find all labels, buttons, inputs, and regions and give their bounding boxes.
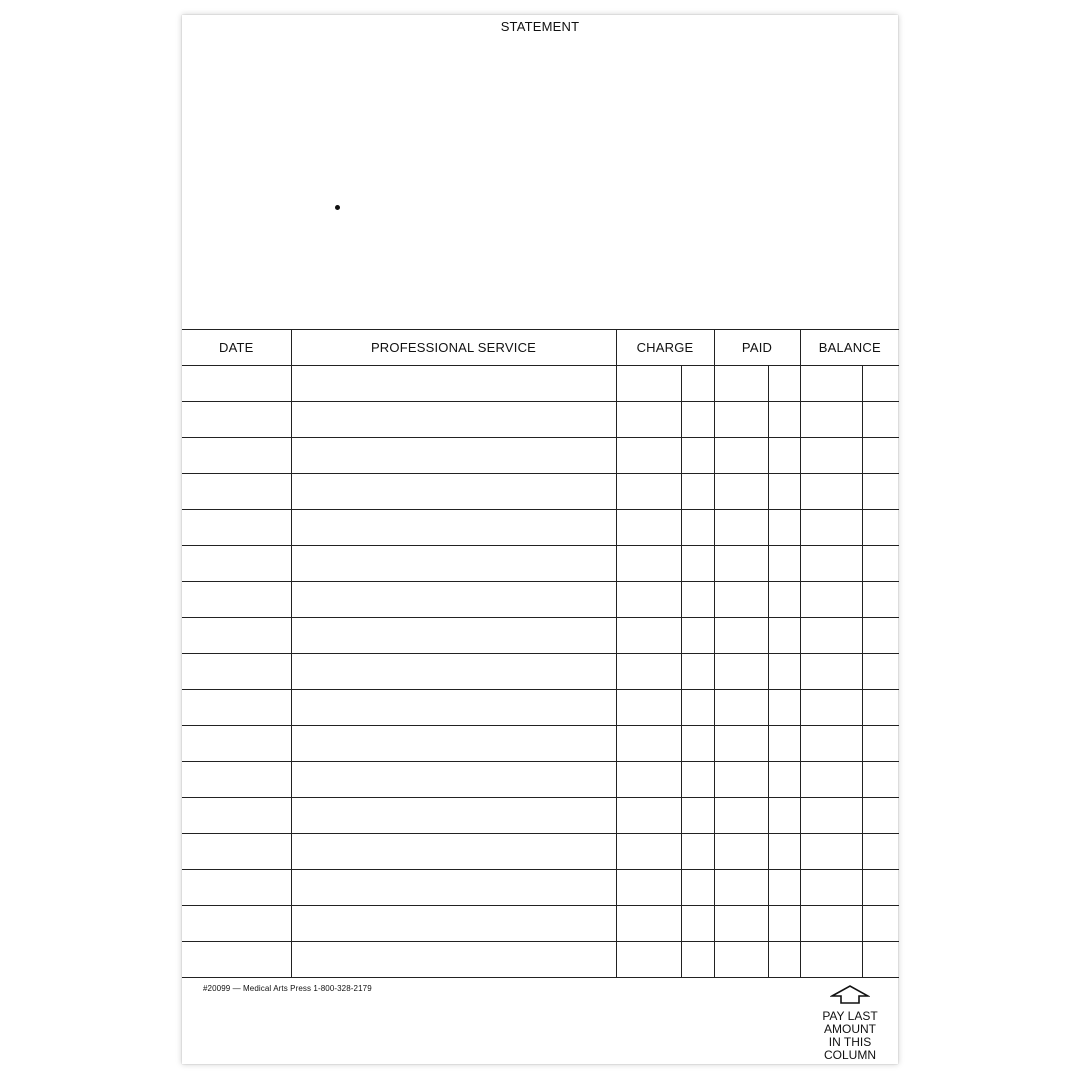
ledger-row <box>182 402 899 438</box>
date-cell <box>182 510 291 546</box>
balance-cents-cell <box>862 942 899 978</box>
balance-dollars-cell <box>800 870 862 906</box>
charge-cents-cell <box>681 510 714 546</box>
pay-note-line: PAY LAST <box>822 1009 878 1023</box>
balance-cents-cell <box>862 438 899 474</box>
date-cell <box>182 402 291 438</box>
service-cell <box>291 474 616 510</box>
balance-cents-cell <box>862 726 899 762</box>
charge-dollars-cell <box>616 546 681 582</box>
date-cell <box>182 618 291 654</box>
balance-cents-cell <box>862 510 899 546</box>
balance-cents-cell <box>862 366 899 402</box>
column-header-paid: PAID <box>714 330 800 366</box>
balance-dollars-cell <box>800 762 862 798</box>
balance-cents-cell <box>862 474 899 510</box>
balance-cents-cell <box>862 654 899 690</box>
paid-dollars-cell <box>714 798 768 834</box>
date-cell <box>182 762 291 798</box>
ledger-row <box>182 798 899 834</box>
date-cell <box>182 582 291 618</box>
service-cell <box>291 438 616 474</box>
balance-dollars-cell <box>800 618 862 654</box>
charge-dollars-cell <box>616 654 681 690</box>
ledger-row <box>182 870 899 906</box>
paid-dollars-cell <box>714 654 768 690</box>
ledger-row <box>182 582 899 618</box>
ledger-row <box>182 834 899 870</box>
ledger-row <box>182 366 899 402</box>
service-cell <box>291 618 616 654</box>
paid-dollars-cell <box>714 834 768 870</box>
balance-cents-cell <box>862 870 899 906</box>
charge-dollars-cell <box>616 618 681 654</box>
charge-cents-cell <box>681 690 714 726</box>
pay-note-line: AMOUNT <box>824 1022 876 1036</box>
balance-cents-cell <box>862 798 899 834</box>
paid-cents-cell <box>768 906 800 942</box>
balance-dollars-cell <box>800 690 862 726</box>
balance-dollars-cell <box>800 546 862 582</box>
paid-dollars-cell <box>714 726 768 762</box>
date-cell <box>182 870 291 906</box>
paid-dollars-cell <box>714 402 768 438</box>
charge-cents-cell <box>681 474 714 510</box>
date-cell <box>182 654 291 690</box>
ledger-table <box>182 329 899 978</box>
service-cell <box>291 366 616 402</box>
balance-dollars-cell <box>800 942 862 978</box>
ledger-row <box>182 546 899 582</box>
paid-cents-cell <box>768 870 800 906</box>
paid-cents-cell <box>768 762 800 798</box>
charge-dollars-cell <box>616 798 681 834</box>
printer-note: #20099 — Medical Arts Press 1-800-328-2179 <box>203 984 372 993</box>
service-cell <box>291 510 616 546</box>
service-cell <box>291 654 616 690</box>
service-cell <box>291 906 616 942</box>
paid-dollars-cell <box>714 438 768 474</box>
service-cell <box>291 690 616 726</box>
service-cell <box>291 546 616 582</box>
paid-dollars-cell <box>714 906 768 942</box>
balance-dollars-cell <box>800 582 862 618</box>
address-dot <box>335 205 340 210</box>
charge-cents-cell <box>681 906 714 942</box>
charge-cents-cell <box>681 366 714 402</box>
balance-cents-cell <box>862 546 899 582</box>
date-cell <box>182 834 291 870</box>
charge-cents-cell <box>681 834 714 870</box>
ledger-row <box>182 690 899 726</box>
balance-dollars-cell <box>800 366 862 402</box>
paid-cents-cell <box>768 510 800 546</box>
balance-dollars-cell <box>800 402 862 438</box>
service-cell <box>291 834 616 870</box>
balance-cents-cell <box>862 618 899 654</box>
ledger-row <box>182 906 899 942</box>
ledger-row <box>182 726 899 762</box>
date-cell <box>182 690 291 726</box>
date-cell <box>182 798 291 834</box>
pay-note-text <box>810 1010 890 1062</box>
balance-dollars-cell <box>800 510 862 546</box>
paid-cents-cell <box>768 582 800 618</box>
charge-cents-cell <box>681 546 714 582</box>
paid-dollars-cell <box>714 870 768 906</box>
paid-cents-cell <box>768 942 800 978</box>
ledger-row <box>182 762 899 798</box>
service-cell <box>291 942 616 978</box>
balance-cents-cell <box>862 906 899 942</box>
charge-cents-cell <box>681 438 714 474</box>
service-cell <box>291 582 616 618</box>
paid-cents-cell <box>768 726 800 762</box>
form-title: STATEMENT <box>500 19 580 34</box>
column-header-balance: BALANCE <box>800 330 899 366</box>
charge-cents-cell <box>681 798 714 834</box>
balance-cents-cell <box>862 690 899 726</box>
paid-cents-cell <box>768 438 800 474</box>
charge-dollars-cell <box>616 438 681 474</box>
ledger-row <box>182 618 899 654</box>
paid-dollars-cell <box>714 582 768 618</box>
paid-dollars-cell <box>714 546 768 582</box>
charge-cents-cell <box>681 654 714 690</box>
paid-cents-cell <box>768 834 800 870</box>
arrow-up-icon <box>830 985 870 1005</box>
ledger-row <box>182 942 899 978</box>
date-cell <box>182 366 291 402</box>
charge-cents-cell <box>681 942 714 978</box>
paid-cents-cell <box>768 402 800 438</box>
paid-dollars-cell <box>714 690 768 726</box>
charge-dollars-cell <box>616 870 681 906</box>
statement-form <box>182 15 898 1064</box>
balance-dollars-cell <box>800 726 862 762</box>
pay-note-line: IN THIS <box>828 1035 872 1049</box>
balance-cents-cell <box>862 402 899 438</box>
charge-cents-cell <box>681 582 714 618</box>
charge-dollars-cell <box>616 510 681 546</box>
charge-cents-cell <box>681 402 714 438</box>
service-cell <box>291 798 616 834</box>
date-cell <box>182 546 291 582</box>
service-cell <box>291 726 616 762</box>
charge-cents-cell <box>681 870 714 906</box>
paid-dollars-cell <box>714 762 768 798</box>
paid-cents-cell <box>768 798 800 834</box>
charge-dollars-cell <box>616 834 681 870</box>
balance-dollars-cell <box>800 906 862 942</box>
paid-dollars-cell <box>714 366 768 402</box>
service-cell <box>291 762 616 798</box>
ledger-row <box>182 438 899 474</box>
ledger-row <box>182 474 899 510</box>
charge-cents-cell <box>681 618 714 654</box>
header-row <box>182 330 899 366</box>
paid-dollars-cell <box>714 510 768 546</box>
charge-dollars-cell <box>616 906 681 942</box>
paid-dollars-cell <box>714 474 768 510</box>
paid-cents-cell <box>768 690 800 726</box>
charge-dollars-cell <box>616 762 681 798</box>
paid-cents-cell <box>768 654 800 690</box>
balance-dollars-cell <box>800 438 862 474</box>
paid-cents-cell <box>768 366 800 402</box>
balance-cents-cell <box>862 582 899 618</box>
ledger-row <box>182 654 899 690</box>
column-header-professional-service: PROFESSIONAL SERVICE <box>291 330 616 366</box>
charge-dollars-cell <box>616 726 681 762</box>
date-cell <box>182 726 291 762</box>
paid-dollars-cell <box>714 618 768 654</box>
pay-note-line: COLUMN <box>823 1048 876 1062</box>
charge-dollars-cell <box>616 942 681 978</box>
balance-dollars-cell <box>800 474 862 510</box>
balance-cents-cell <box>862 762 899 798</box>
paid-cents-cell <box>768 474 800 510</box>
pay-last-amount-note <box>810 985 890 1062</box>
column-header-charge: CHARGE <box>616 330 714 366</box>
date-cell <box>182 942 291 978</box>
charge-dollars-cell <box>616 582 681 618</box>
charge-dollars-cell <box>616 402 681 438</box>
date-cell <box>182 474 291 510</box>
charge-cents-cell <box>681 726 714 762</box>
balance-dollars-cell <box>800 798 862 834</box>
balance-dollars-cell <box>800 654 862 690</box>
charge-dollars-cell <box>616 690 681 726</box>
date-cell <box>182 438 291 474</box>
service-cell <box>291 870 616 906</box>
paid-cents-cell <box>768 618 800 654</box>
paid-cents-cell <box>768 546 800 582</box>
paid-dollars-cell <box>714 942 768 978</box>
ledger-row <box>182 510 899 546</box>
charge-dollars-cell <box>616 366 681 402</box>
column-header-date: DATE <box>182 330 291 366</box>
charge-cents-cell <box>681 762 714 798</box>
charge-dollars-cell <box>616 474 681 510</box>
balance-dollars-cell <box>800 834 862 870</box>
date-cell <box>182 906 291 942</box>
balance-cents-cell <box>862 834 899 870</box>
service-cell <box>291 402 616 438</box>
